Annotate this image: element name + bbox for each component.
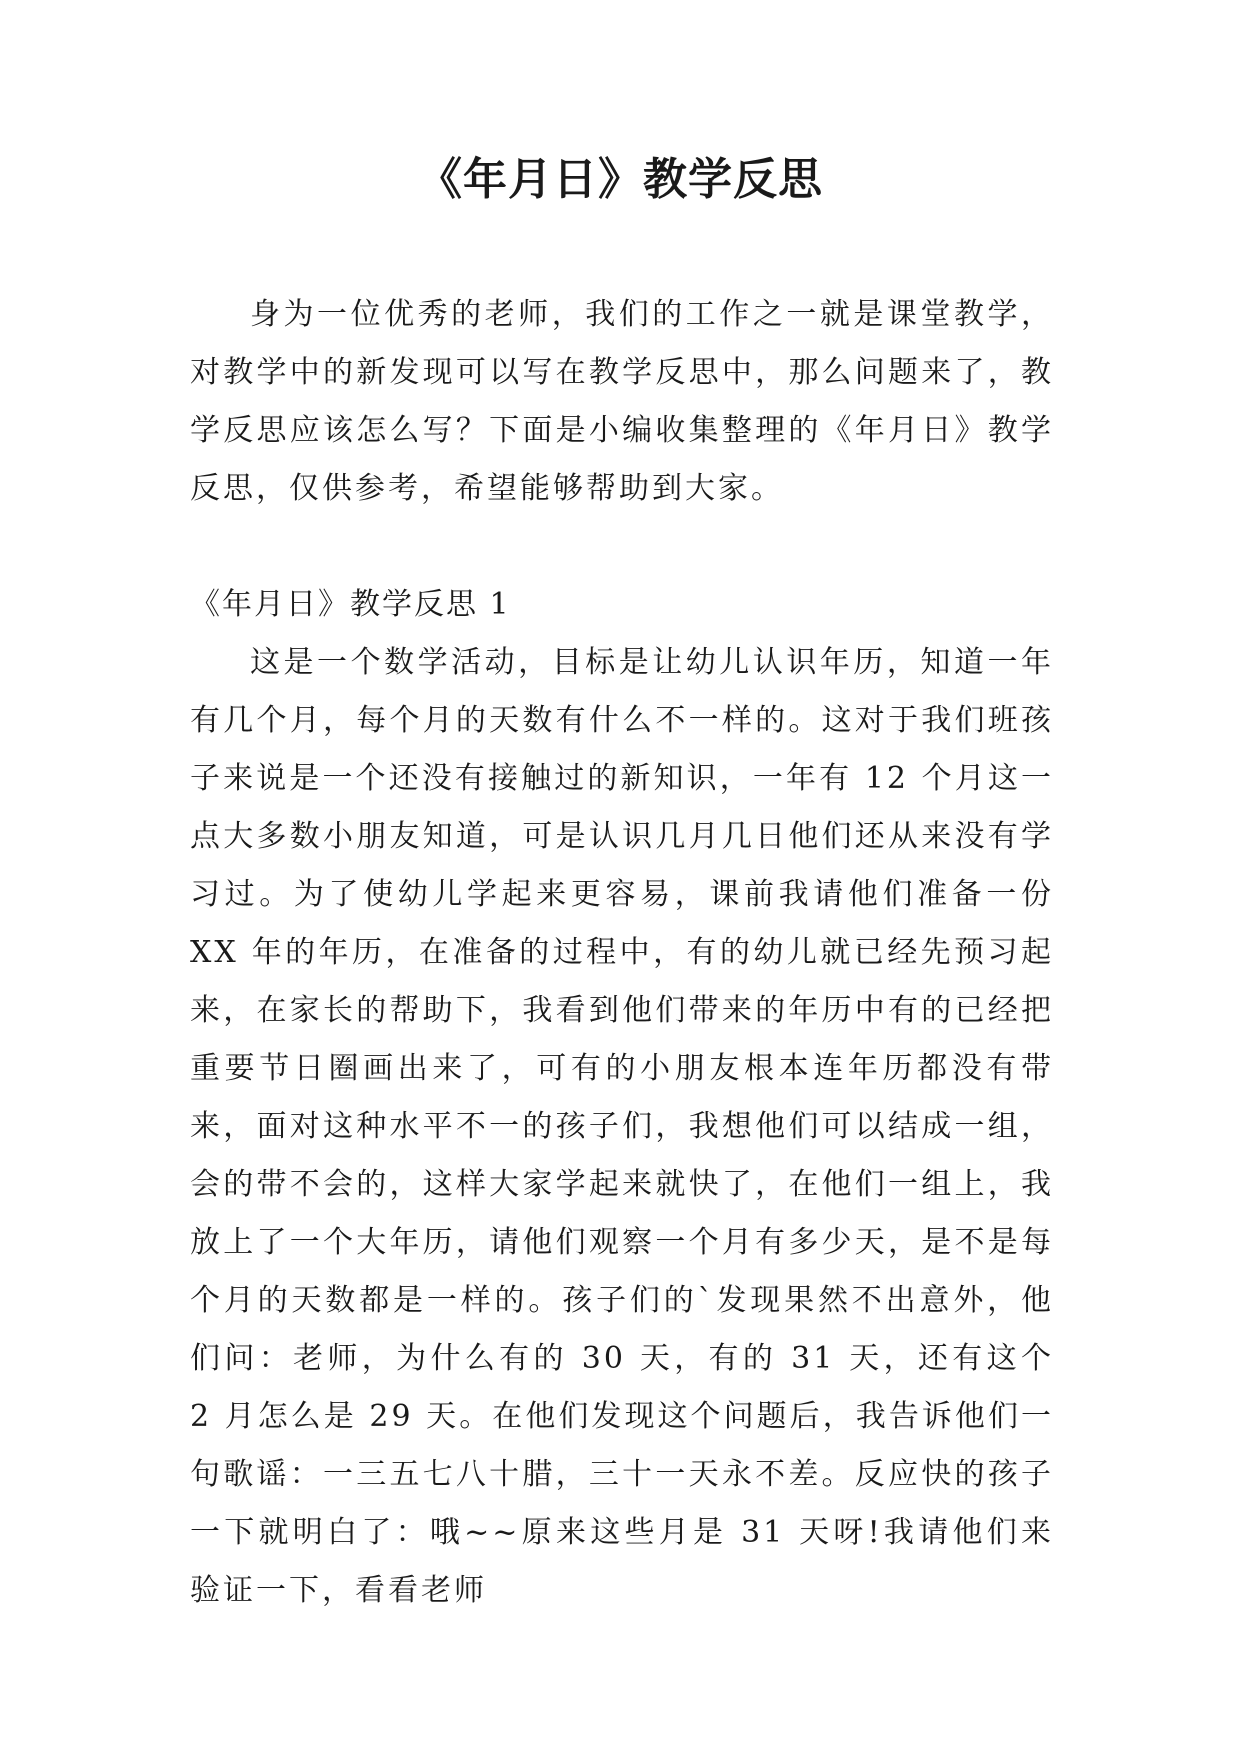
intro-paragraph: 身为一位优秀的老师，我们的工作之一就是课堂教学，对教学中的新发现可以写在教学反思中，那么问题来了，教学反思应该怎么写？下面是小编收集整理的《年月日》教学反思，仅供参考，希望能够帮助到大家。 <box>190 297 1054 506</box>
document-body <box>190 286 1054 1620</box>
section-heading: 《年月日》教学反思 1 <box>190 587 511 622</box>
section-1 <box>190 576 1054 1620</box>
document-title: 《年月日》教学反思 <box>418 154 823 205</box>
section-paragraph: 这是一个数学活动，目标是让幼儿认识年历，知道一年有几个月，每个月的天数有什么不一样的。这对于我们班孩子来说是一个还没有接触过的新知识，一年有 12 个月这一点大多数小朋友知道，可是认识几月几日他们还从来没有学习过。为了使幼儿学起来更容易，课前我请他们准备一份 XX 年的年历，在准备的过程中，有的幼儿就已经先预习起来，在家长的帮助下，我看到他们带来的年历中有的已经把重要节日圈画出来了，可有的小朋友根本连年历都没有带来，面对这种水平不一的孩子们，我想他们可以结成一组，会的带不会的，这样大家学起来就快了，在他们一组上，我放上了一个大年历，请他们观察一个月有多少天，是不是每个月的天数都是一样的。孩子们的`发现果然不出意外，他们问：老师，为什么有的 30 天，有的 31 天，还有这个 2 月怎么是 29 天。在他们发现这个问题后，我告诉他们一句歌谣：一三五七八十腊，三十一天永不差。反应快的孩子一下就明白了：哦~~原来这些月是 31 天呀!我请他们来验证一下，看看老师 <box>190 645 1054 1608</box>
